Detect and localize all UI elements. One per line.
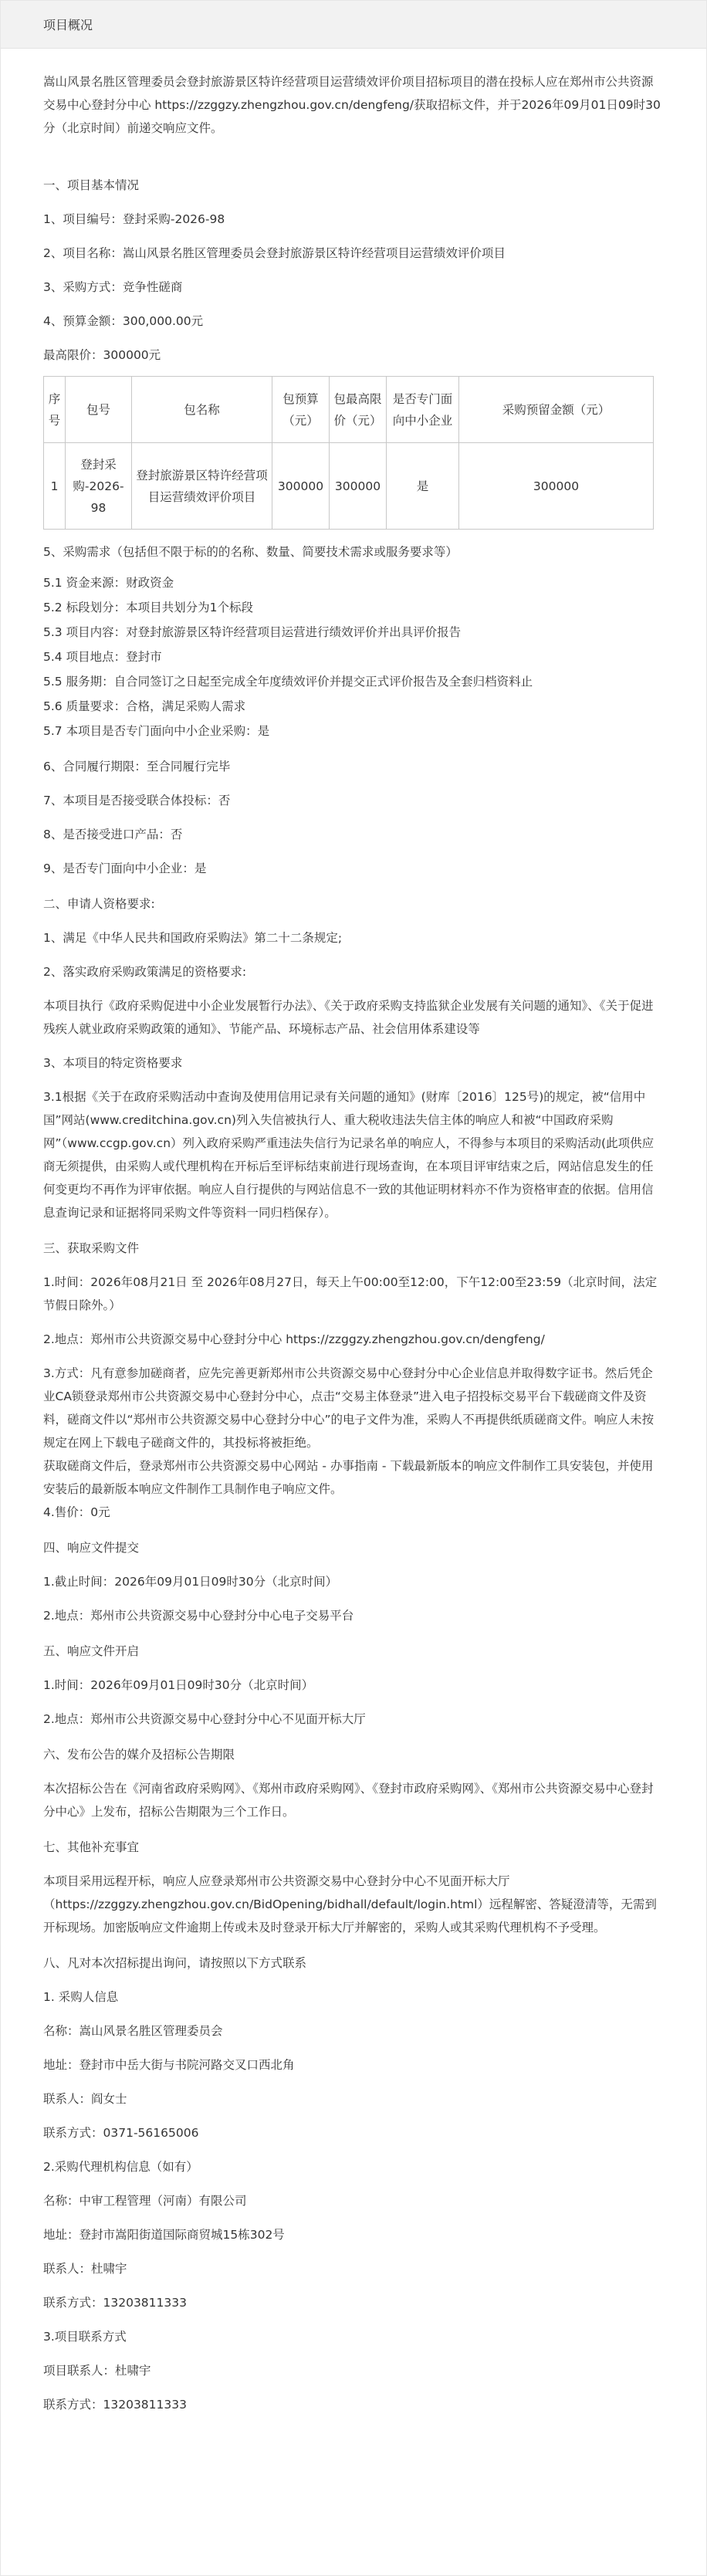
section8-title: 八、凡对本次招标提出询问，请按照以下方式联系 — [43, 1956, 307, 1970]
section4-title: 四、响应文件提交 — [43, 1541, 140, 1555]
obtain-place: 2.地点：郑州市公共资源交易中心登封分中心 https://zzggzy.zhengzhou.gov.cn/dengfeng/ — [43, 1332, 545, 1346]
credit-text: 3.1根据《关于在政府采购活动中查询及使用信用记录有关问题的通知》(财库〔2016〕125号)的规定，被“信用中国”网站(www.creditchina.gov.cn)列入失信被执行人、重大税收违法失信主体的响应人和被“中国政府采购网”（www.ccgp.gov.cn）列入政府采购严重违法失信行为记录名单的响应人，不得参与本项目的采购活动(此项供应商无须提供，由采购人或代理机构在开标后至评标结束前进行现场查询，在本项目评审结束之后，网站信息发生的任何变更均不再作为评审依据。响应人自行提供的与网站信息不一致的其他证明材料亦不作为资格审查的依据。信用信息查询记录和证据将同采购文件等资料一同归档保存）。 — [43, 1090, 655, 1220]
section7-title: 七、其他补充事宜 — [43, 1840, 140, 1854]
obtain-download: 获取磋商文件后，登录郑州市公共资源交易中心网站 - 办事指南 - 下载最新版本的响应文件制作工具安装包，并使用安装后的最新版本响应文件制作工具制作电子响应文件。 — [43, 1459, 654, 1496]
table-cell: 300000 — [272, 443, 330, 530]
agency-address: 地址：登封市嵩阳街道国际商贸城15栋302号 — [43, 2228, 285, 2242]
project-number: 1、项目编号：登封采购-2026-98 — [43, 212, 225, 226]
table-header: 包预算（元） — [272, 377, 330, 443]
project-phone: 联系方式：13203811333 — [43, 2398, 187, 2412]
max-price: 最高限价：300000元 — [43, 348, 161, 362]
contract-term: 6、合同履行期限：至合同履行完毕 — [43, 760, 231, 773]
table-header-row — [44, 377, 654, 443]
obtain-price: 4.售价：0元 — [43, 1505, 110, 1519]
page-title: 项目概况 — [43, 18, 93, 32]
section3-title: 三、获取采购文件 — [43, 1241, 140, 1255]
purchaser-name: 名称：嵩山风景名胜区管理委员会 — [43, 2024, 223, 2038]
demand-item: 5.3 项目内容：对登封旅游景区特许经营项目运营进行绩效评价并出具评价报告 — [43, 625, 462, 639]
media-text: 本次招标公告在《河南省政府采购网》、《郑州市政府采购网》、《登封市政府采购网》、《郑州市公共资源交易中心登封分中心》上发布，招标公告期限为三个工作日。 — [43, 1782, 654, 1819]
submit-place: 2.地点：郑州市公共资源交易中心登封分中心电子交易平台 — [43, 1609, 354, 1623]
demand-item: 5.4 项目地点：登封市 — [43, 650, 162, 664]
section1-title: 一、项目基本情况 — [43, 178, 140, 192]
agency-phone: 联系方式：13203811333 — [43, 2296, 187, 2310]
agency-name: 名称：中审工程管理（河南）有限公司 — [43, 2194, 247, 2208]
budget-amount: 4、预算金额：300,000.00元 — [43, 314, 204, 328]
section2-title: 二、申请人资格要求: — [43, 897, 155, 911]
purchaser-title: 1. 采购人信息 — [43, 1990, 119, 2004]
table-header: 采购预留金额（元） — [459, 377, 654, 443]
demand-item: 5.5 服务期：自合同签订之日起至完成全年度绩效评价并提交正式评价报告及全套归档资料止 — [43, 675, 533, 689]
overview-text: 嵩山风景名胜区管理委员会登封旅游景区特许经营项目运营绩效评价项目招标项目的潜在投标人应在郑州市公共资源交易中心登封分中心 https://zzggzy.zhengzhou.gov.cn/dengfeng/获取招标文件，并于2026年09月01日09时30分（北京时间）前递交响应文件。 — [43, 75, 661, 135]
table-cell: 300000 — [459, 443, 654, 530]
sme-only: 9、是否专门面向中小企业：是 — [43, 861, 207, 875]
consortium: 7、本项目是否接受联合体投标：否 — [43, 794, 231, 807]
agency-contact: 联系人：杜啸宇 — [43, 2262, 127, 2276]
table-cell: 300000 — [330, 443, 387, 530]
supplement-text: 本项目采用远程开标，响应人应登录郑州市公共资源交易中心登封分中心不见面开标大厅（https://zzggzy.zhengzhou.gov.cn/BidOpening/bidhall/default/login.html）远程解密、答疑澄清等，无需到开标现场。加密版响应文件逾期上传或未及时登录开标大厅并解密的，采购人或其采购代理机构不予受理。 — [43, 1874, 657, 1935]
policy-text: 本项目执行《政府采购促进中小企业发展暂行办法》、《关于政府采购支持监狱企业发展有关问题的通知》、《关于促进残疾人就业政府采购政策的通知》、节能产品、环境标志产品、社会信用体系建设等 — [43, 999, 654, 1036]
qualification-item: 3、本项目的特定资格要求 — [43, 1056, 183, 1070]
table-cell: 登封旅游景区特许经营项目运营绩效评价项目 — [132, 443, 272, 530]
procurement-method: 3、采购方式：竞争性磋商 — [43, 280, 183, 294]
purchaser-contact: 联系人：阎女士 — [43, 2092, 127, 2106]
submit-deadline: 1.截止时间：2026年09月01日09时30分（北京时间） — [43, 1575, 338, 1589]
table-row — [44, 443, 654, 530]
header-bar — [1, 1, 706, 49]
qualification-item: 2、落实政府采购政策满足的资格要求: — [43, 965, 247, 979]
section5-title: 五、响应文件开启 — [43, 1644, 140, 1658]
purchaser-phone: 联系方式：0371-56165006 — [43, 2126, 199, 2140]
table-header: 包名称 — [132, 377, 272, 443]
project-name: 2、项目名称：嵩山风景名胜区管理委员会登封旅游景区特许经营项目运营绩效评价项目 — [43, 246, 506, 260]
demand-item: 5.6 质量要求：合格，满足采购人需求 — [43, 699, 246, 713]
import-products: 8、是否接受进口产品：否 — [43, 828, 183, 841]
demand-title: 5、采购需求（包括但不限于标的的名称、数量、简要技术需求或服务要求等） — [43, 545, 458, 559]
demand-item: 5.2 标段划分：本项目共划分为1个标段 — [43, 601, 253, 614]
open-time: 1.时间：2026年09月01日09时30分（北京时间） — [43, 1678, 314, 1692]
project-contact: 项目联系人：杜啸宇 — [43, 2364, 151, 2378]
package-table — [43, 376, 654, 530]
table-header: 序号 — [44, 377, 66, 443]
open-place: 2.地点：郑州市公共资源交易中心登封分中心不见面开标大厅 — [43, 1712, 366, 1726]
notice-content — [1, 49, 706, 2416]
table-header: 包号 — [66, 377, 132, 443]
table-cell: 是 — [387, 443, 459, 530]
purchaser-address: 地址：登封市中岳大街与书院河路交叉口西北角 — [43, 2058, 295, 2072]
project-contact-title: 3.项目联系方式 — [43, 2330, 127, 2344]
section6-title: 六、发布公告的媒介及招标公告期限 — [43, 1748, 235, 1762]
agency-title: 2.采购代理机构信息（如有） — [43, 2160, 198, 2174]
table-cell: 1 — [44, 443, 66, 530]
table-header: 包最高限价（元） — [330, 377, 387, 443]
obtain-method: 3.方式：凡有意参加磋商者，应先完善更新郑州市公共资源交易中心登封分中心企业信息并取得数字证书。然后凭企业CA锁登录郑州市公共资源交易中心登封分中心，点击“交易主体登录”进入电子招投标交易平台下载磋商文件及资料，磋商文件以“郑州市公共资源交易中心登封分中心”的电子文件为准，采购人不再提供纸质磋商文件。响应人未按规定在网上下载电子磋商文件的，其投标将被拒绝。 — [43, 1366, 655, 1450]
table-header: 是否专门面向中小企业 — [387, 377, 459, 443]
table-cell: 登封采购-2026-98 — [66, 443, 132, 530]
qualification-item: 1、满足《中华人民共和国政府采购法》第二十二条规定; — [43, 931, 343, 945]
obtain-time: 1.时间：2026年08月21日 至 2026年08月27日，每天上午00:00至12:00，下午12:00至23:59（北京时间，法定节假日除外。） — [43, 1275, 658, 1312]
demand-item: 5.1 资金来源：财政资金 — [43, 576, 174, 590]
demand-item: 5.7 本项目是否专门面向中小企业采购：是 — [43, 724, 270, 738]
